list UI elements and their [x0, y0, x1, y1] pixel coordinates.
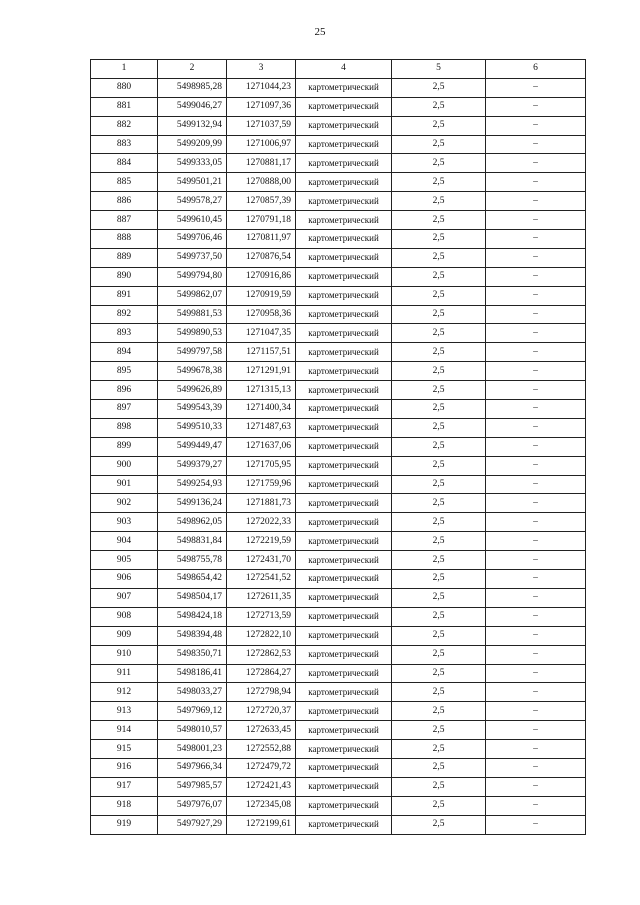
- y-coordinate-cell: 1272822,10: [227, 626, 296, 645]
- note-cell: –: [486, 570, 586, 589]
- note-cell: –: [486, 607, 586, 626]
- x-coordinate-cell: 5499678,38: [158, 362, 227, 381]
- accuracy-cell: 2,5: [392, 796, 486, 815]
- column-header: 3: [227, 60, 296, 79]
- x-coordinate-cell: 5498010,57: [158, 721, 227, 740]
- method-cell: картометрический: [296, 570, 392, 589]
- y-coordinate-cell: 1272199,61: [227, 815, 296, 834]
- y-coordinate-cell: 1271047,35: [227, 324, 296, 343]
- point-number-cell: 916: [91, 758, 158, 777]
- y-coordinate-cell: 1272552,88: [227, 740, 296, 759]
- point-number-cell: 911: [91, 664, 158, 683]
- accuracy-cell: 2,5: [392, 607, 486, 626]
- method-cell: картометрический: [296, 815, 392, 834]
- x-coordinate-cell: 5497927,29: [158, 815, 227, 834]
- y-coordinate-cell: 1271705,95: [227, 456, 296, 475]
- table-row: [91, 286, 586, 305]
- point-number-cell: 884: [91, 154, 158, 173]
- table-row: [91, 211, 586, 230]
- method-cell: картометрический: [296, 494, 392, 513]
- table-row: [91, 154, 586, 173]
- note-cell: –: [486, 475, 586, 494]
- method-cell: картометрический: [296, 513, 392, 532]
- method-cell: картометрический: [296, 400, 392, 419]
- table-row: [91, 796, 586, 815]
- accuracy-cell: 2,5: [392, 192, 486, 211]
- table-row: [91, 324, 586, 343]
- table-row: [91, 551, 586, 570]
- point-number-cell: 919: [91, 815, 158, 834]
- method-cell: картометрический: [296, 135, 392, 154]
- y-coordinate-cell: 1271487,63: [227, 418, 296, 437]
- note-cell: –: [486, 381, 586, 400]
- accuracy-cell: 2,5: [392, 740, 486, 759]
- table-row: [91, 97, 586, 116]
- table-row: [91, 267, 586, 286]
- method-cell: картометрический: [296, 532, 392, 551]
- note-cell: –: [486, 97, 586, 116]
- note-cell: –: [486, 400, 586, 419]
- y-coordinate-cell: 1272720,37: [227, 702, 296, 721]
- table-row: [91, 815, 586, 834]
- accuracy-cell: 2,5: [392, 135, 486, 154]
- y-coordinate-cell: 1270916,86: [227, 267, 296, 286]
- accuracy-cell: 2,5: [392, 78, 486, 97]
- column-header: 6: [486, 60, 586, 79]
- method-cell: картометрический: [296, 381, 392, 400]
- x-coordinate-cell: 5497985,57: [158, 777, 227, 796]
- note-cell: –: [486, 532, 586, 551]
- y-coordinate-cell: 1272022,33: [227, 513, 296, 532]
- note-cell: –: [486, 740, 586, 759]
- method-cell: картометрический: [296, 796, 392, 815]
- point-number-cell: 890: [91, 267, 158, 286]
- x-coordinate-cell: 5498394,48: [158, 626, 227, 645]
- note-cell: –: [486, 135, 586, 154]
- note-cell: –: [486, 513, 586, 532]
- x-coordinate-cell: 5499543,39: [158, 400, 227, 419]
- point-number-cell: 901: [91, 475, 158, 494]
- x-coordinate-cell: 5499610,45: [158, 211, 227, 230]
- note-cell: –: [486, 267, 586, 286]
- y-coordinate-cell: 1271315,13: [227, 381, 296, 400]
- method-cell: картометрический: [296, 78, 392, 97]
- note-cell: –: [486, 815, 586, 834]
- x-coordinate-cell: 5499254,93: [158, 475, 227, 494]
- note-cell: –: [486, 494, 586, 513]
- point-number-cell: 912: [91, 683, 158, 702]
- accuracy-cell: 2,5: [392, 286, 486, 305]
- note-cell: –: [486, 230, 586, 249]
- method-cell: картометрический: [296, 418, 392, 437]
- x-coordinate-cell: 5499510,33: [158, 418, 227, 437]
- accuracy-cell: 2,5: [392, 683, 486, 702]
- y-coordinate-cell: 1270791,18: [227, 211, 296, 230]
- x-coordinate-cell: 5498504,17: [158, 588, 227, 607]
- y-coordinate-cell: 1272798,94: [227, 683, 296, 702]
- method-cell: картометрический: [296, 116, 392, 135]
- table-row: [91, 78, 586, 97]
- note-cell: –: [486, 645, 586, 664]
- accuracy-cell: 2,5: [392, 570, 486, 589]
- y-coordinate-cell: 1270919,59: [227, 286, 296, 305]
- method-cell: картометрический: [296, 551, 392, 570]
- y-coordinate-cell: 1272541,52: [227, 570, 296, 589]
- table-row: [91, 740, 586, 759]
- accuracy-cell: 2,5: [392, 248, 486, 267]
- x-coordinate-cell: 5498001,23: [158, 740, 227, 759]
- table-row: [91, 626, 586, 645]
- x-coordinate-cell: 5499333,05: [158, 154, 227, 173]
- column-header: 5: [392, 60, 486, 79]
- note-cell: –: [486, 721, 586, 740]
- y-coordinate-cell: 1271097,36: [227, 97, 296, 116]
- accuracy-cell: 2,5: [392, 154, 486, 173]
- table-row: [91, 588, 586, 607]
- note-cell: –: [486, 173, 586, 192]
- point-number-cell: 910: [91, 645, 158, 664]
- table-row: [91, 248, 586, 267]
- accuracy-cell: 2,5: [392, 664, 486, 683]
- accuracy-cell: 2,5: [392, 211, 486, 230]
- table-row: [91, 664, 586, 683]
- x-coordinate-cell: 5499136,24: [158, 494, 227, 513]
- note-cell: –: [486, 154, 586, 173]
- y-coordinate-cell: 1270881,17: [227, 154, 296, 173]
- point-number-cell: 887: [91, 211, 158, 230]
- method-cell: картометрический: [296, 588, 392, 607]
- x-coordinate-cell: 5499797,58: [158, 343, 227, 362]
- note-cell: –: [486, 211, 586, 230]
- accuracy-cell: 2,5: [392, 702, 486, 721]
- accuracy-cell: 2,5: [392, 400, 486, 419]
- table-row: [91, 607, 586, 626]
- accuracy-cell: 2,5: [392, 173, 486, 192]
- x-coordinate-cell: 5499737,50: [158, 248, 227, 267]
- y-coordinate-cell: 1271157,51: [227, 343, 296, 362]
- point-number-cell: 917: [91, 777, 158, 796]
- accuracy-cell: 2,5: [392, 456, 486, 475]
- table-row: [91, 683, 586, 702]
- method-cell: картометрический: [296, 286, 392, 305]
- point-number-cell: 886: [91, 192, 158, 211]
- point-number-cell: 906: [91, 570, 158, 589]
- table-row: [91, 343, 586, 362]
- table-row: [91, 721, 586, 740]
- x-coordinate-cell: 5498654,42: [158, 570, 227, 589]
- point-number-cell: 905: [91, 551, 158, 570]
- point-number-cell: 918: [91, 796, 158, 815]
- accuracy-cell: 2,5: [392, 494, 486, 513]
- table-row: [91, 513, 586, 532]
- x-coordinate-cell: 5497969,12: [158, 702, 227, 721]
- method-cell: картометрический: [296, 173, 392, 192]
- accuracy-cell: 2,5: [392, 343, 486, 362]
- method-cell: картометрический: [296, 777, 392, 796]
- note-cell: –: [486, 588, 586, 607]
- table-row: [91, 173, 586, 192]
- table-row: [91, 437, 586, 456]
- table-row: [91, 456, 586, 475]
- note-cell: –: [486, 702, 586, 721]
- x-coordinate-cell: 5497966,34: [158, 758, 227, 777]
- accuracy-cell: 2,5: [392, 815, 486, 834]
- y-coordinate-cell: 1271044,23: [227, 78, 296, 97]
- method-cell: картометрический: [296, 626, 392, 645]
- method-cell: картометрический: [296, 248, 392, 267]
- accuracy-cell: 2,5: [392, 758, 486, 777]
- accuracy-cell: 2,5: [392, 721, 486, 740]
- point-number-cell: 914: [91, 721, 158, 740]
- point-number-cell: 907: [91, 588, 158, 607]
- y-coordinate-cell: 1272345,08: [227, 796, 296, 815]
- point-number-cell: 902: [91, 494, 158, 513]
- y-coordinate-cell: 1270876,54: [227, 248, 296, 267]
- note-cell: –: [486, 551, 586, 570]
- y-coordinate-cell: 1272421,43: [227, 777, 296, 796]
- method-cell: картометрический: [296, 192, 392, 211]
- accuracy-cell: 2,5: [392, 532, 486, 551]
- point-number-cell: 896: [91, 381, 158, 400]
- accuracy-cell: 2,5: [392, 475, 486, 494]
- point-number-cell: 908: [91, 607, 158, 626]
- x-coordinate-cell: 5499862,07: [158, 286, 227, 305]
- accuracy-cell: 2,5: [392, 324, 486, 343]
- y-coordinate-cell: 1272611,35: [227, 588, 296, 607]
- y-coordinate-cell: 1272431,70: [227, 551, 296, 570]
- x-coordinate-cell: 5498985,28: [158, 78, 227, 97]
- point-number-cell: 888: [91, 230, 158, 249]
- point-number-cell: 913: [91, 702, 158, 721]
- point-number-cell: 891: [91, 286, 158, 305]
- table-row: [91, 135, 586, 154]
- note-cell: –: [486, 362, 586, 381]
- point-number-cell: 900: [91, 456, 158, 475]
- table-row: [91, 305, 586, 324]
- note-cell: –: [486, 456, 586, 475]
- point-number-cell: 904: [91, 532, 158, 551]
- method-cell: картометрический: [296, 211, 392, 230]
- x-coordinate-cell: 5499132,94: [158, 116, 227, 135]
- table-row: [91, 418, 586, 437]
- note-cell: –: [486, 437, 586, 456]
- y-coordinate-cell: 1270888,00: [227, 173, 296, 192]
- method-cell: картометрический: [296, 702, 392, 721]
- note-cell: –: [486, 683, 586, 702]
- note-cell: –: [486, 418, 586, 437]
- column-header: 1: [91, 60, 158, 79]
- y-coordinate-cell: 1271037,59: [227, 116, 296, 135]
- table-row: [91, 645, 586, 664]
- method-cell: картометрический: [296, 721, 392, 740]
- x-coordinate-cell: 5497976,07: [158, 796, 227, 815]
- x-coordinate-cell: 5498350,71: [158, 645, 227, 664]
- table-body: [91, 78, 586, 834]
- x-coordinate-cell: 5499449,47: [158, 437, 227, 456]
- method-cell: картометрический: [296, 343, 392, 362]
- note-cell: –: [486, 343, 586, 362]
- accuracy-cell: 2,5: [392, 588, 486, 607]
- method-cell: картометрический: [296, 683, 392, 702]
- y-coordinate-cell: 1271291,91: [227, 362, 296, 381]
- x-coordinate-cell: 5499626,89: [158, 381, 227, 400]
- x-coordinate-cell: 5498831,84: [158, 532, 227, 551]
- y-coordinate-cell: 1271881,73: [227, 494, 296, 513]
- point-number-cell: 909: [91, 626, 158, 645]
- point-number-cell: 895: [91, 362, 158, 381]
- y-coordinate-cell: 1271637,06: [227, 437, 296, 456]
- table-row: [91, 494, 586, 513]
- accuracy-cell: 2,5: [392, 626, 486, 645]
- column-header: 2: [158, 60, 227, 79]
- column-header: 4: [296, 60, 392, 79]
- x-coordinate-cell: 5499578,27: [158, 192, 227, 211]
- y-coordinate-cell: 1270811,97: [227, 230, 296, 249]
- y-coordinate-cell: 1272479,72: [227, 758, 296, 777]
- method-cell: картометрический: [296, 607, 392, 626]
- y-coordinate-cell: 1272864,27: [227, 664, 296, 683]
- accuracy-cell: 2,5: [392, 777, 486, 796]
- y-coordinate-cell: 1272219,59: [227, 532, 296, 551]
- method-cell: картометрический: [296, 267, 392, 286]
- accuracy-cell: 2,5: [392, 305, 486, 324]
- table-row: [91, 192, 586, 211]
- accuracy-cell: 2,5: [392, 267, 486, 286]
- table-row: [91, 777, 586, 796]
- method-cell: картометрический: [296, 437, 392, 456]
- point-number-cell: 889: [91, 248, 158, 267]
- x-coordinate-cell: 5498424,18: [158, 607, 227, 626]
- y-coordinate-cell: 1272633,45: [227, 721, 296, 740]
- method-cell: картометрический: [296, 324, 392, 343]
- note-cell: –: [486, 758, 586, 777]
- x-coordinate-cell: 5499794,80: [158, 267, 227, 286]
- table-row: [91, 758, 586, 777]
- note-cell: –: [486, 664, 586, 683]
- point-number-cell: 899: [91, 437, 158, 456]
- note-cell: –: [486, 78, 586, 97]
- table-row: [91, 475, 586, 494]
- accuracy-cell: 2,5: [392, 437, 486, 456]
- method-cell: картометрический: [296, 362, 392, 381]
- accuracy-cell: 2,5: [392, 97, 486, 116]
- table-row: [91, 702, 586, 721]
- note-cell: –: [486, 286, 586, 305]
- note-cell: –: [486, 248, 586, 267]
- coordinates-table: [90, 59, 586, 835]
- point-number-cell: 915: [91, 740, 158, 759]
- table-row: [91, 532, 586, 551]
- x-coordinate-cell: 5499881,53: [158, 305, 227, 324]
- y-coordinate-cell: 1272713,59: [227, 607, 296, 626]
- method-cell: картометрический: [296, 475, 392, 494]
- accuracy-cell: 2,5: [392, 116, 486, 135]
- y-coordinate-cell: 1270958,36: [227, 305, 296, 324]
- note-cell: –: [486, 305, 586, 324]
- method-cell: картометрический: [296, 230, 392, 249]
- point-number-cell: 883: [91, 135, 158, 154]
- accuracy-cell: 2,5: [392, 551, 486, 570]
- note-cell: –: [486, 192, 586, 211]
- point-number-cell: 885: [91, 173, 158, 192]
- accuracy-cell: 2,5: [392, 381, 486, 400]
- table-header-row: [91, 60, 586, 79]
- point-number-cell: 897: [91, 400, 158, 419]
- point-number-cell: 903: [91, 513, 158, 532]
- note-cell: –: [486, 626, 586, 645]
- note-cell: –: [486, 777, 586, 796]
- point-number-cell: 880: [91, 78, 158, 97]
- accuracy-cell: 2,5: [392, 230, 486, 249]
- x-coordinate-cell: 5499501,21: [158, 173, 227, 192]
- method-cell: картометрический: [296, 740, 392, 759]
- accuracy-cell: 2,5: [392, 645, 486, 664]
- y-coordinate-cell: 1272862,53: [227, 645, 296, 664]
- x-coordinate-cell: 5499706,46: [158, 230, 227, 249]
- table-row: [91, 116, 586, 135]
- x-coordinate-cell: 5498962,05: [158, 513, 227, 532]
- point-number-cell: 898: [91, 418, 158, 437]
- point-number-cell: 894: [91, 343, 158, 362]
- y-coordinate-cell: 1271400,34: [227, 400, 296, 419]
- accuracy-cell: 2,5: [392, 513, 486, 532]
- point-number-cell: 893: [91, 324, 158, 343]
- x-coordinate-cell: 5499890,53: [158, 324, 227, 343]
- method-cell: картометрический: [296, 305, 392, 324]
- x-coordinate-cell: 5499046,27: [158, 97, 227, 116]
- point-number-cell: 881: [91, 97, 158, 116]
- method-cell: картометрический: [296, 456, 392, 475]
- method-cell: картометрический: [296, 758, 392, 777]
- point-number-cell: 882: [91, 116, 158, 135]
- point-number-cell: 892: [91, 305, 158, 324]
- table-row: [91, 400, 586, 419]
- y-coordinate-cell: 1271759,96: [227, 475, 296, 494]
- page-number: 25: [314, 26, 326, 38]
- x-coordinate-cell: 5498755,78: [158, 551, 227, 570]
- x-coordinate-cell: 5498033,27: [158, 683, 227, 702]
- method-cell: картометрический: [296, 154, 392, 173]
- method-cell: картометрический: [296, 97, 392, 116]
- y-coordinate-cell: 1270857,39: [227, 192, 296, 211]
- table-row: [91, 570, 586, 589]
- accuracy-cell: 2,5: [392, 418, 486, 437]
- method-cell: картометрический: [296, 664, 392, 683]
- x-coordinate-cell: 5498186,41: [158, 664, 227, 683]
- y-coordinate-cell: 1271006,97: [227, 135, 296, 154]
- note-cell: –: [486, 796, 586, 815]
- table-row: [91, 230, 586, 249]
- note-cell: –: [486, 324, 586, 343]
- accuracy-cell: 2,5: [392, 362, 486, 381]
- x-coordinate-cell: 5499209,99: [158, 135, 227, 154]
- note-cell: –: [486, 116, 586, 135]
- table-row: [91, 381, 586, 400]
- x-coordinate-cell: 5499379,27: [158, 456, 227, 475]
- method-cell: картометрический: [296, 645, 392, 664]
- table-row: [91, 362, 586, 381]
